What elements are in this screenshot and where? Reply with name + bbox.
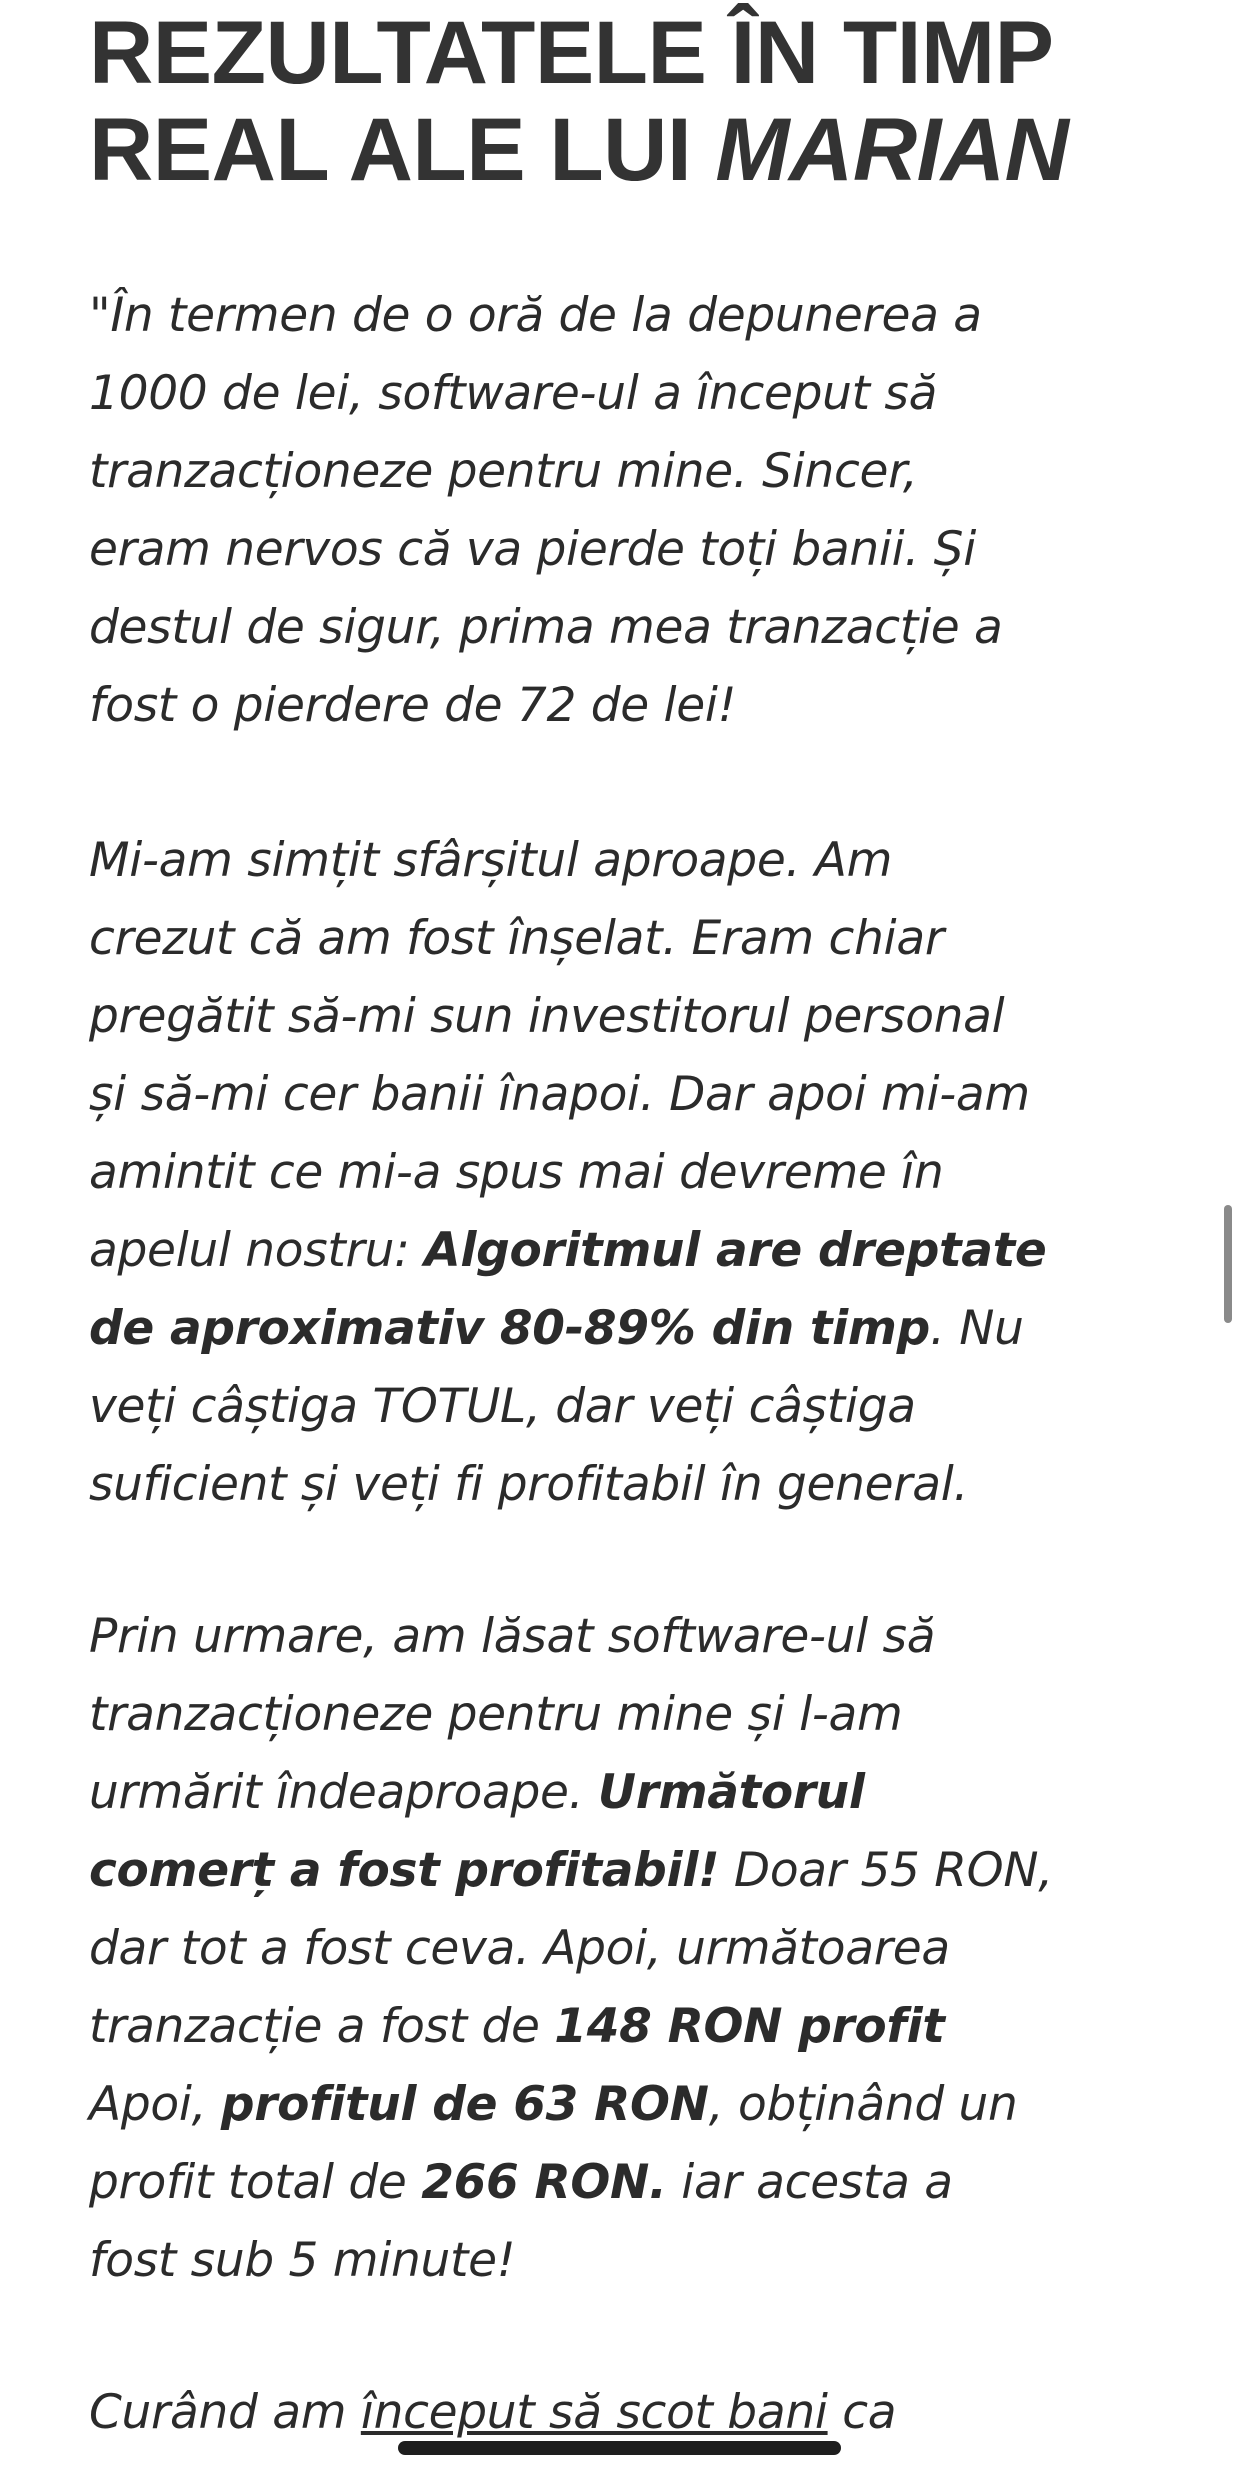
paragraph-3-line: fost sub 5 minute! [89,2233,516,2288]
paragraph-3-text: Apoi, [89,2077,221,2132]
paragraph-3-line: tranzacționeze pentru mine și l-am [89,1687,903,1742]
article [89,0,1149,2440]
withdraw-money-link[interactable]: început să scot bani [360,2385,828,2440]
paragraph-3-text: tranzacție a fost de [89,1999,555,2054]
paragraph-2-line: veți câștiga TOTUL, dar veți câștiga [89,1379,916,1434]
paragraph-3-text: iar acesta a [666,2155,953,2210]
paragraph-1-line: "În termen de o oră de la depunerea a [89,288,982,343]
headline-line-1: REZULTATELE ÎN TIMP [89,2,1054,102]
paragraph-3-emphasis: 266 RON. [421,2155,667,2210]
paragraph-3-line: dar tot a fost ceva. Apoi, următoarea [89,1921,950,1976]
article-headline [89,0,1149,198]
paragraph-1 [89,277,1189,745]
paragraph-2-line: suficient și veți fi profitabil în general. [89,1457,969,1512]
paragraph-1-line: fost o pierdere de 72 de lei! [89,678,737,733]
paragraph-2-line [89,1290,1189,1368]
paragraph-3-emphasis: 148 RON profit [554,1999,945,2054]
paragraph-2-text: . Nu [929,1301,1024,1356]
paragraph-3-line [89,1988,1189,2066]
paragraph-3-emphasis: comerț a fost profitabil! [89,1843,720,1898]
paragraph-2-line: amintit ce mi-a spus mai devreme în [89,1145,944,1200]
paragraph-3-text: , obținând un [708,2077,1018,2132]
paragraph-3-emphasis: Următorul [597,1765,865,1820]
paragraph-3-line [89,1754,1189,1832]
paragraph-3-emphasis: profitul de 63 RON [220,2077,709,2132]
paragraph-2-line: pregătit să-mi sun investitorul personal [89,989,1005,1044]
paragraph-2-line: și să-mi cer banii înapoi. Dar apoi mi-am [89,1067,1030,1122]
paragraph-1-line: 1000 de lei, software-ul a început să [89,366,938,421]
paragraph-2-emphasis: Algoritmul are dreptate [424,1223,1047,1278]
paragraph-1-line: tranzacționeze pentru mine. Sincer, [89,444,918,499]
vertical-scrollbar[interactable] [1224,1205,1232,1323]
paragraph-2-line: Mi-am simțit sfârșitul aproape. Am [89,833,893,888]
paragraph-1-line: eram nervos că va pierde toți banii. Și [89,522,976,577]
paragraph-3-line [89,1832,1189,1910]
headline-line-2 [89,101,1149,198]
paragraph-3-text: Doar 55 RON, [719,1843,1053,1898]
paragraph-2-text: apelul nostru: [89,1223,425,1278]
paragraph-3-text: urmărit îndeaproape. [89,1765,598,1820]
headline-prefix: REAL ALE LUI [89,99,716,199]
paragraph-2-line: crezut că am fost înșelat. Eram chiar [89,911,944,966]
paragraph-3-line: Prin urmare, am lăsat software-ul să [89,1609,936,1664]
paragraph-3-line [89,2144,1189,2222]
paragraph-3-text: profit total de [89,2155,422,2210]
paragraph-4-text: ca [827,2385,897,2440]
paragraph-3-line [89,2066,1189,2144]
home-indicator[interactable] [398,2441,841,2455]
paragraph-2-line [89,1212,1189,1290]
paragraph-2 [89,822,1189,1524]
paragraph-1-line: destul de sigur, prima mea tranzacție a [89,600,1003,655]
headline-name: MARIAN [715,99,1069,199]
paragraph-4-text: Curând am [89,2385,361,2440]
paragraph-2-emphasis: de aproximativ 80-89% din timp [89,1301,930,1356]
paragraph-3 [89,1598,1189,2300]
